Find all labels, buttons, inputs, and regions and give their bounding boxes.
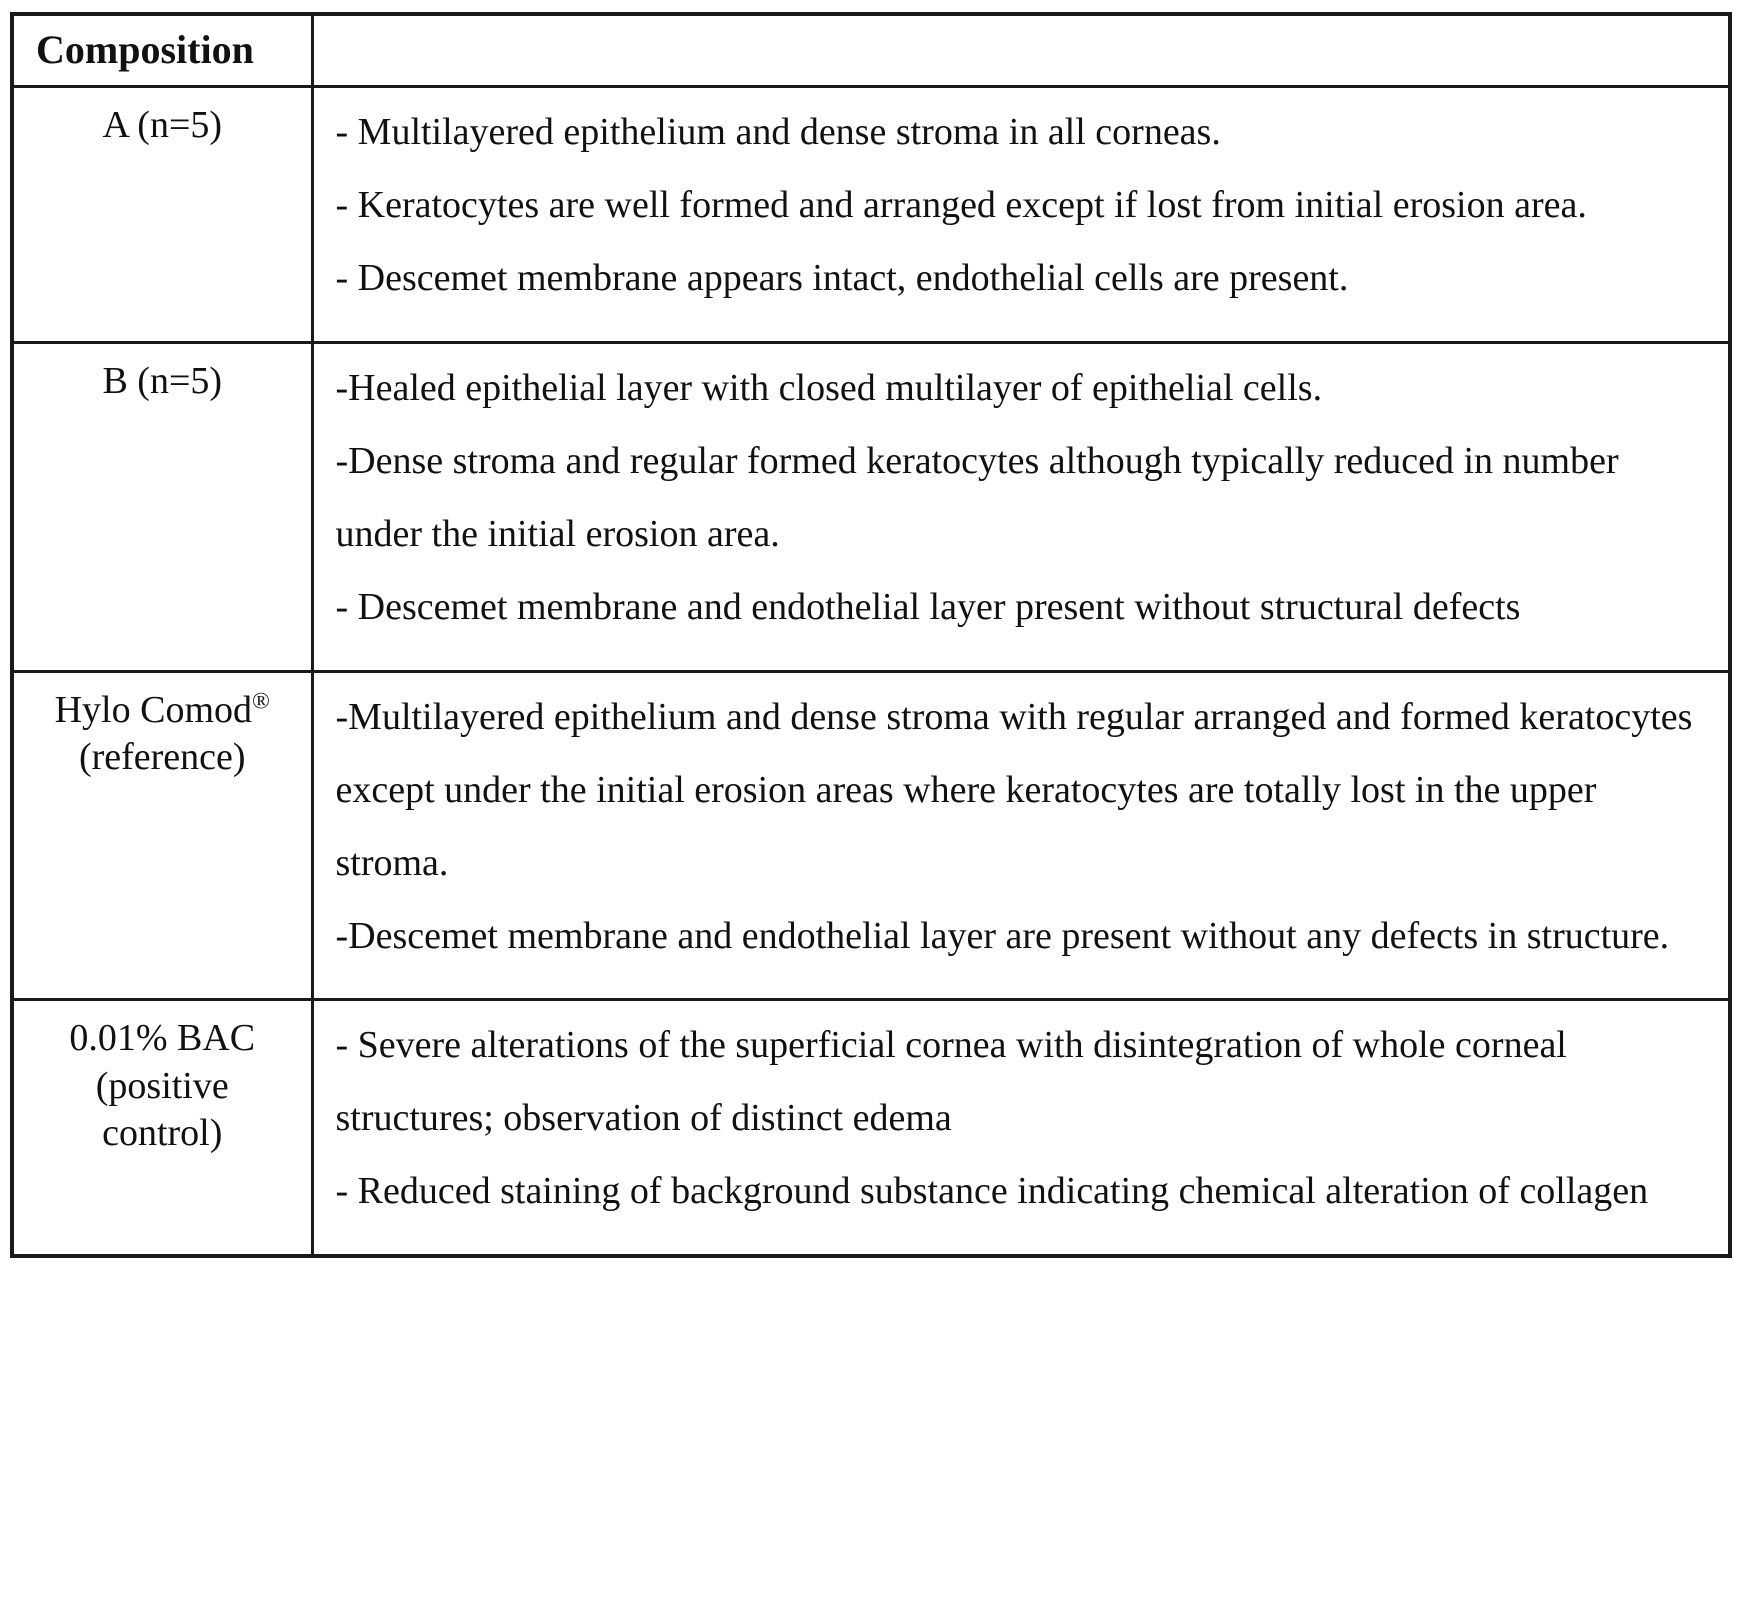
row-label: [12, 671, 312, 1000]
observation-paragraph: -Healed epithelial layer with closed multilayer of epithelial cells.: [335, 366, 1323, 409]
observation-paragraph: -Dense stroma and regular formed keratocytes although typically reduced in number under the initial erosion area.: [335, 439, 1619, 555]
observation-paragraph: -Descemet membrane and endothelial layer are present without any defects in structure.: [335, 914, 1670, 957]
row-label: [12, 342, 312, 671]
observation-paragraph: -Multilayered epithelium and dense stroma with regular arranged and formed keratocytes except under the initial erosion areas where keratocytes are totally lost in the upper stroma.: [335, 695, 1693, 884]
row-label: [12, 1000, 312, 1256]
observation-paragraph: - Descemet membrane appears intact, endothelial cells are present.: [335, 256, 1349, 299]
row-observations: [312, 1000, 1730, 1256]
observation-paragraph: - Descemet membrane and endothelial layer present without structural defects: [335, 585, 1521, 628]
row-label: [12, 87, 312, 343]
row-label-line: (positive: [95, 1064, 229, 1107]
row-observations: [312, 87, 1730, 343]
row-label-line: Hylo Comod®: [54, 688, 270, 731]
row-label-line: B (n=5): [102, 359, 223, 402]
row-label-line: A (n=5): [102, 104, 223, 146]
observation-paragraph: - Reduced staining of background substance indicating chemical alteration of collagen: [335, 1170, 1649, 1213]
row-label-line: 0.01% BAC: [69, 1017, 256, 1060]
table-body: [12, 87, 1730, 1257]
table-row: [12, 1000, 1730, 1256]
row-observations: [312, 342, 1730, 671]
observation-paragraph: - Severe alterations of the superficial cornea with disintegration of whole corneal structures; observation of distinct edema: [335, 1024, 1567, 1140]
observation-paragraph: - Multilayered epithelium and dense stroma in all corneas.: [335, 111, 1221, 153]
table-row: [12, 342, 1730, 671]
registered-trademark-symbol: ®: [252, 688, 270, 715]
composition-table: [10, 12, 1732, 1258]
header-empty: [312, 14, 1730, 87]
header-composition: Composition: [12, 14, 312, 87]
row-label-line: control): [102, 1112, 223, 1155]
table-row: [12, 671, 1730, 1000]
header-row: [12, 14, 1730, 87]
observation-paragraph: - Keratocytes are well formed and arranged except if lost from initial erosion area.: [335, 183, 1587, 226]
row-observations: [312, 671, 1730, 1000]
table-row: [12, 87, 1730, 343]
row-label-line: (reference): [78, 736, 246, 779]
